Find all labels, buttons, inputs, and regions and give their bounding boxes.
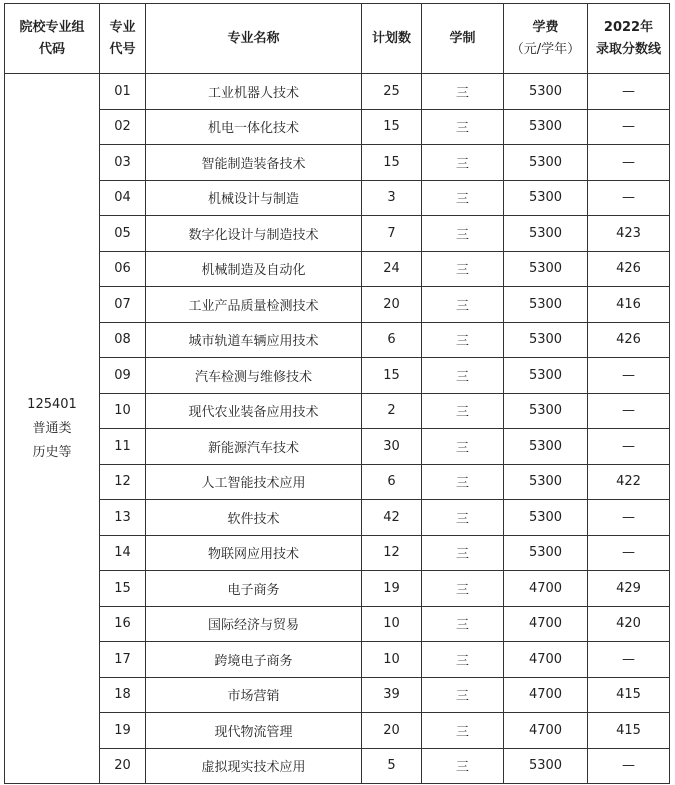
plan-count-cell: 20: [362, 713, 422, 749]
duration-cell: 三: [422, 748, 504, 784]
plan-count-cell: 25: [362, 74, 422, 110]
header-plan-count: 计划数: [362, 4, 422, 74]
plan-count-cell: 15: [362, 109, 422, 145]
major-code-cell: 13: [100, 500, 146, 536]
tuition-cell: 5300: [504, 145, 588, 181]
major-name-cell: 工业机器人技术: [146, 74, 362, 110]
tuition-cell: 5300: [504, 216, 588, 252]
score-cell: —: [588, 145, 670, 181]
major-code-cell: 09: [100, 358, 146, 394]
table-row: [5, 677, 670, 713]
tuition-cell: 5300: [504, 535, 588, 571]
major-name-cell: 电子商务: [146, 571, 362, 607]
table-row: [5, 535, 670, 571]
plan-count-cell: 42: [362, 500, 422, 536]
major-name-cell: 现代农业装备应用技术: [146, 393, 362, 429]
score-cell: 426: [588, 322, 670, 358]
header-major-code: [100, 4, 146, 74]
score-cell: 415: [588, 677, 670, 713]
major-code-cell: 15: [100, 571, 146, 607]
tuition-cell: 5300: [504, 748, 588, 784]
duration-cell: 三: [422, 642, 504, 678]
major-name-cell: 人工智能技术应用: [146, 464, 362, 500]
score-cell: —: [588, 74, 670, 110]
header-group-code-line1: 院校专业组: [19, 19, 85, 35]
score-cell: 416: [588, 287, 670, 323]
major-name-cell: 机械设计与制造: [146, 180, 362, 216]
score-cell: —: [588, 500, 670, 536]
table-row: [5, 606, 670, 642]
score-cell: —: [588, 748, 670, 784]
table-row: [5, 393, 670, 429]
table-row: [5, 642, 670, 678]
table-row: [5, 287, 670, 323]
plan-count-cell: 7: [362, 216, 422, 252]
major-code-cell: 03: [100, 145, 146, 181]
tuition-cell: 5300: [504, 180, 588, 216]
duration-cell: 三: [422, 145, 504, 181]
major-name-cell: 物联网应用技术: [146, 535, 362, 571]
duration-cell: 三: [422, 322, 504, 358]
tuition-cell: 5300: [504, 464, 588, 500]
score-cell: —: [588, 393, 670, 429]
major-code-cell: 01: [100, 74, 146, 110]
tuition-cell: 4700: [504, 642, 588, 678]
tuition-cell: 5300: [504, 358, 588, 394]
group-code-line: 普通类: [32, 420, 72, 436]
major-code-cell: 04: [100, 180, 146, 216]
plan-count-cell: 20: [362, 287, 422, 323]
major-code-cell: 05: [100, 216, 146, 252]
plan-count-cell: 6: [362, 322, 422, 358]
major-name-cell: 现代物流管理: [146, 713, 362, 749]
header-group-code-line2: 代码: [38, 41, 65, 57]
score-cell: 429: [588, 571, 670, 607]
plan-count-cell: 15: [362, 145, 422, 181]
plan-count-cell: 3: [362, 180, 422, 216]
score-cell: 426: [588, 251, 670, 287]
major-name-cell: 跨境电子商务: [146, 642, 362, 678]
plan-count-cell: 6: [362, 464, 422, 500]
duration-cell: 三: [422, 500, 504, 536]
header-score-line1: 2022年: [603, 19, 654, 35]
tuition-cell: 5300: [504, 251, 588, 287]
duration-cell: 三: [422, 393, 504, 429]
table-row: [5, 180, 670, 216]
table-row: [5, 74, 670, 110]
duration-cell: 三: [422, 287, 504, 323]
plan-count-cell: 19: [362, 571, 422, 607]
score-cell: 423: [588, 216, 670, 252]
tuition-cell: 5300: [504, 109, 588, 145]
major-name-cell: 工业产品质量检测技术: [146, 287, 362, 323]
score-cell: —: [588, 109, 670, 145]
plan-count-cell: 5: [362, 748, 422, 784]
major-name-cell: 机械制造及自动化: [146, 251, 362, 287]
duration-cell: 三: [422, 571, 504, 607]
table-row: [5, 571, 670, 607]
header-score: [588, 4, 670, 74]
table-row: [5, 358, 670, 394]
table-row: [5, 322, 670, 358]
major-code-cell: 16: [100, 606, 146, 642]
group-code-line: 125401: [27, 396, 77, 412]
tuition-cell: 5300: [504, 287, 588, 323]
header-row: [5, 4, 670, 74]
header-group-code: [5, 4, 100, 74]
table-row: [5, 216, 670, 252]
duration-cell: 三: [422, 74, 504, 110]
tuition-cell: 4700: [504, 713, 588, 749]
tuition-cell: 5300: [504, 393, 588, 429]
table-row: [5, 109, 670, 145]
admissions-table: [4, 3, 670, 784]
tuition-cell: 5300: [504, 74, 588, 110]
major-name-cell: 智能制造装备技术: [146, 145, 362, 181]
table-row: [5, 145, 670, 181]
major-code-cell: 06: [100, 251, 146, 287]
major-code-cell: 12: [100, 464, 146, 500]
tuition-cell: 4700: [504, 606, 588, 642]
score-cell: —: [588, 535, 670, 571]
header-score-line2: 录取分数线: [595, 41, 661, 57]
score-cell: —: [588, 642, 670, 678]
major-code-cell: 19: [100, 713, 146, 749]
major-name-cell: 软件技术: [146, 500, 362, 536]
table-row: [5, 748, 670, 784]
major-name-cell: 机电一体化技术: [146, 109, 362, 145]
header-tuition-line2: （元/学年）: [510, 41, 581, 57]
major-name-cell: 汽车检测与维修技术: [146, 358, 362, 394]
score-cell: 415: [588, 713, 670, 749]
header-tuition: [504, 4, 588, 74]
tuition-cell: 5300: [504, 429, 588, 465]
duration-cell: 三: [422, 464, 504, 500]
tuition-cell: 4700: [504, 571, 588, 607]
plan-count-cell: 2: [362, 393, 422, 429]
score-cell: —: [588, 429, 670, 465]
major-name-cell: 市场营销: [146, 677, 362, 713]
duration-cell: 三: [422, 358, 504, 394]
major-code-cell: 18: [100, 677, 146, 713]
major-code-cell: 02: [100, 109, 146, 145]
group-code-line: 历史等: [32, 444, 72, 460]
duration-cell: 三: [422, 606, 504, 642]
major-name-cell: 新能源汽车技术: [146, 429, 362, 465]
major-name-cell: 虚拟现实技术应用: [146, 748, 362, 784]
tuition-cell: 4700: [504, 677, 588, 713]
major-code-cell: 07: [100, 287, 146, 323]
table-row: [5, 429, 670, 465]
major-name-cell: 数字化设计与制造技术: [146, 216, 362, 252]
group-code-cell: [5, 74, 100, 784]
plan-count-cell: 39: [362, 677, 422, 713]
score-cell: —: [588, 358, 670, 394]
duration-cell: 三: [422, 109, 504, 145]
tuition-cell: 5300: [504, 500, 588, 536]
plan-count-cell: 10: [362, 606, 422, 642]
duration-cell: 三: [422, 429, 504, 465]
major-code-cell: 17: [100, 642, 146, 678]
header-duration: 学制: [422, 4, 504, 74]
score-cell: —: [588, 180, 670, 216]
plan-count-cell: 24: [362, 251, 422, 287]
plan-count-cell: 15: [362, 358, 422, 394]
tuition-cell: 5300: [504, 322, 588, 358]
table-row: [5, 713, 670, 749]
major-code-cell: 11: [100, 429, 146, 465]
table-row: [5, 464, 670, 500]
duration-cell: 三: [422, 677, 504, 713]
score-cell: 422: [588, 464, 670, 500]
duration-cell: 三: [422, 713, 504, 749]
duration-cell: 三: [422, 535, 504, 571]
major-name-cell: 国际经济与贸易: [146, 606, 362, 642]
header-major-code-line2: 代号: [109, 41, 136, 57]
plan-count-cell: 12: [362, 535, 422, 571]
major-name-cell: 城市轨道车辆应用技术: [146, 322, 362, 358]
plan-count-cell: 30: [362, 429, 422, 465]
header-major-name: 专业名称: [146, 4, 362, 74]
major-code-cell: 20: [100, 748, 146, 784]
table-row: [5, 251, 670, 287]
plan-count-cell: 10: [362, 642, 422, 678]
duration-cell: 三: [422, 180, 504, 216]
table-row: [5, 500, 670, 536]
duration-cell: 三: [422, 251, 504, 287]
duration-cell: 三: [422, 216, 504, 252]
major-code-cell: 14: [100, 535, 146, 571]
header-major-code-line1: 专业: [109, 19, 136, 35]
major-code-cell: 10: [100, 393, 146, 429]
major-code-cell: 08: [100, 322, 146, 358]
score-cell: 420: [588, 606, 670, 642]
header-tuition-line1: 学费: [532, 19, 559, 35]
